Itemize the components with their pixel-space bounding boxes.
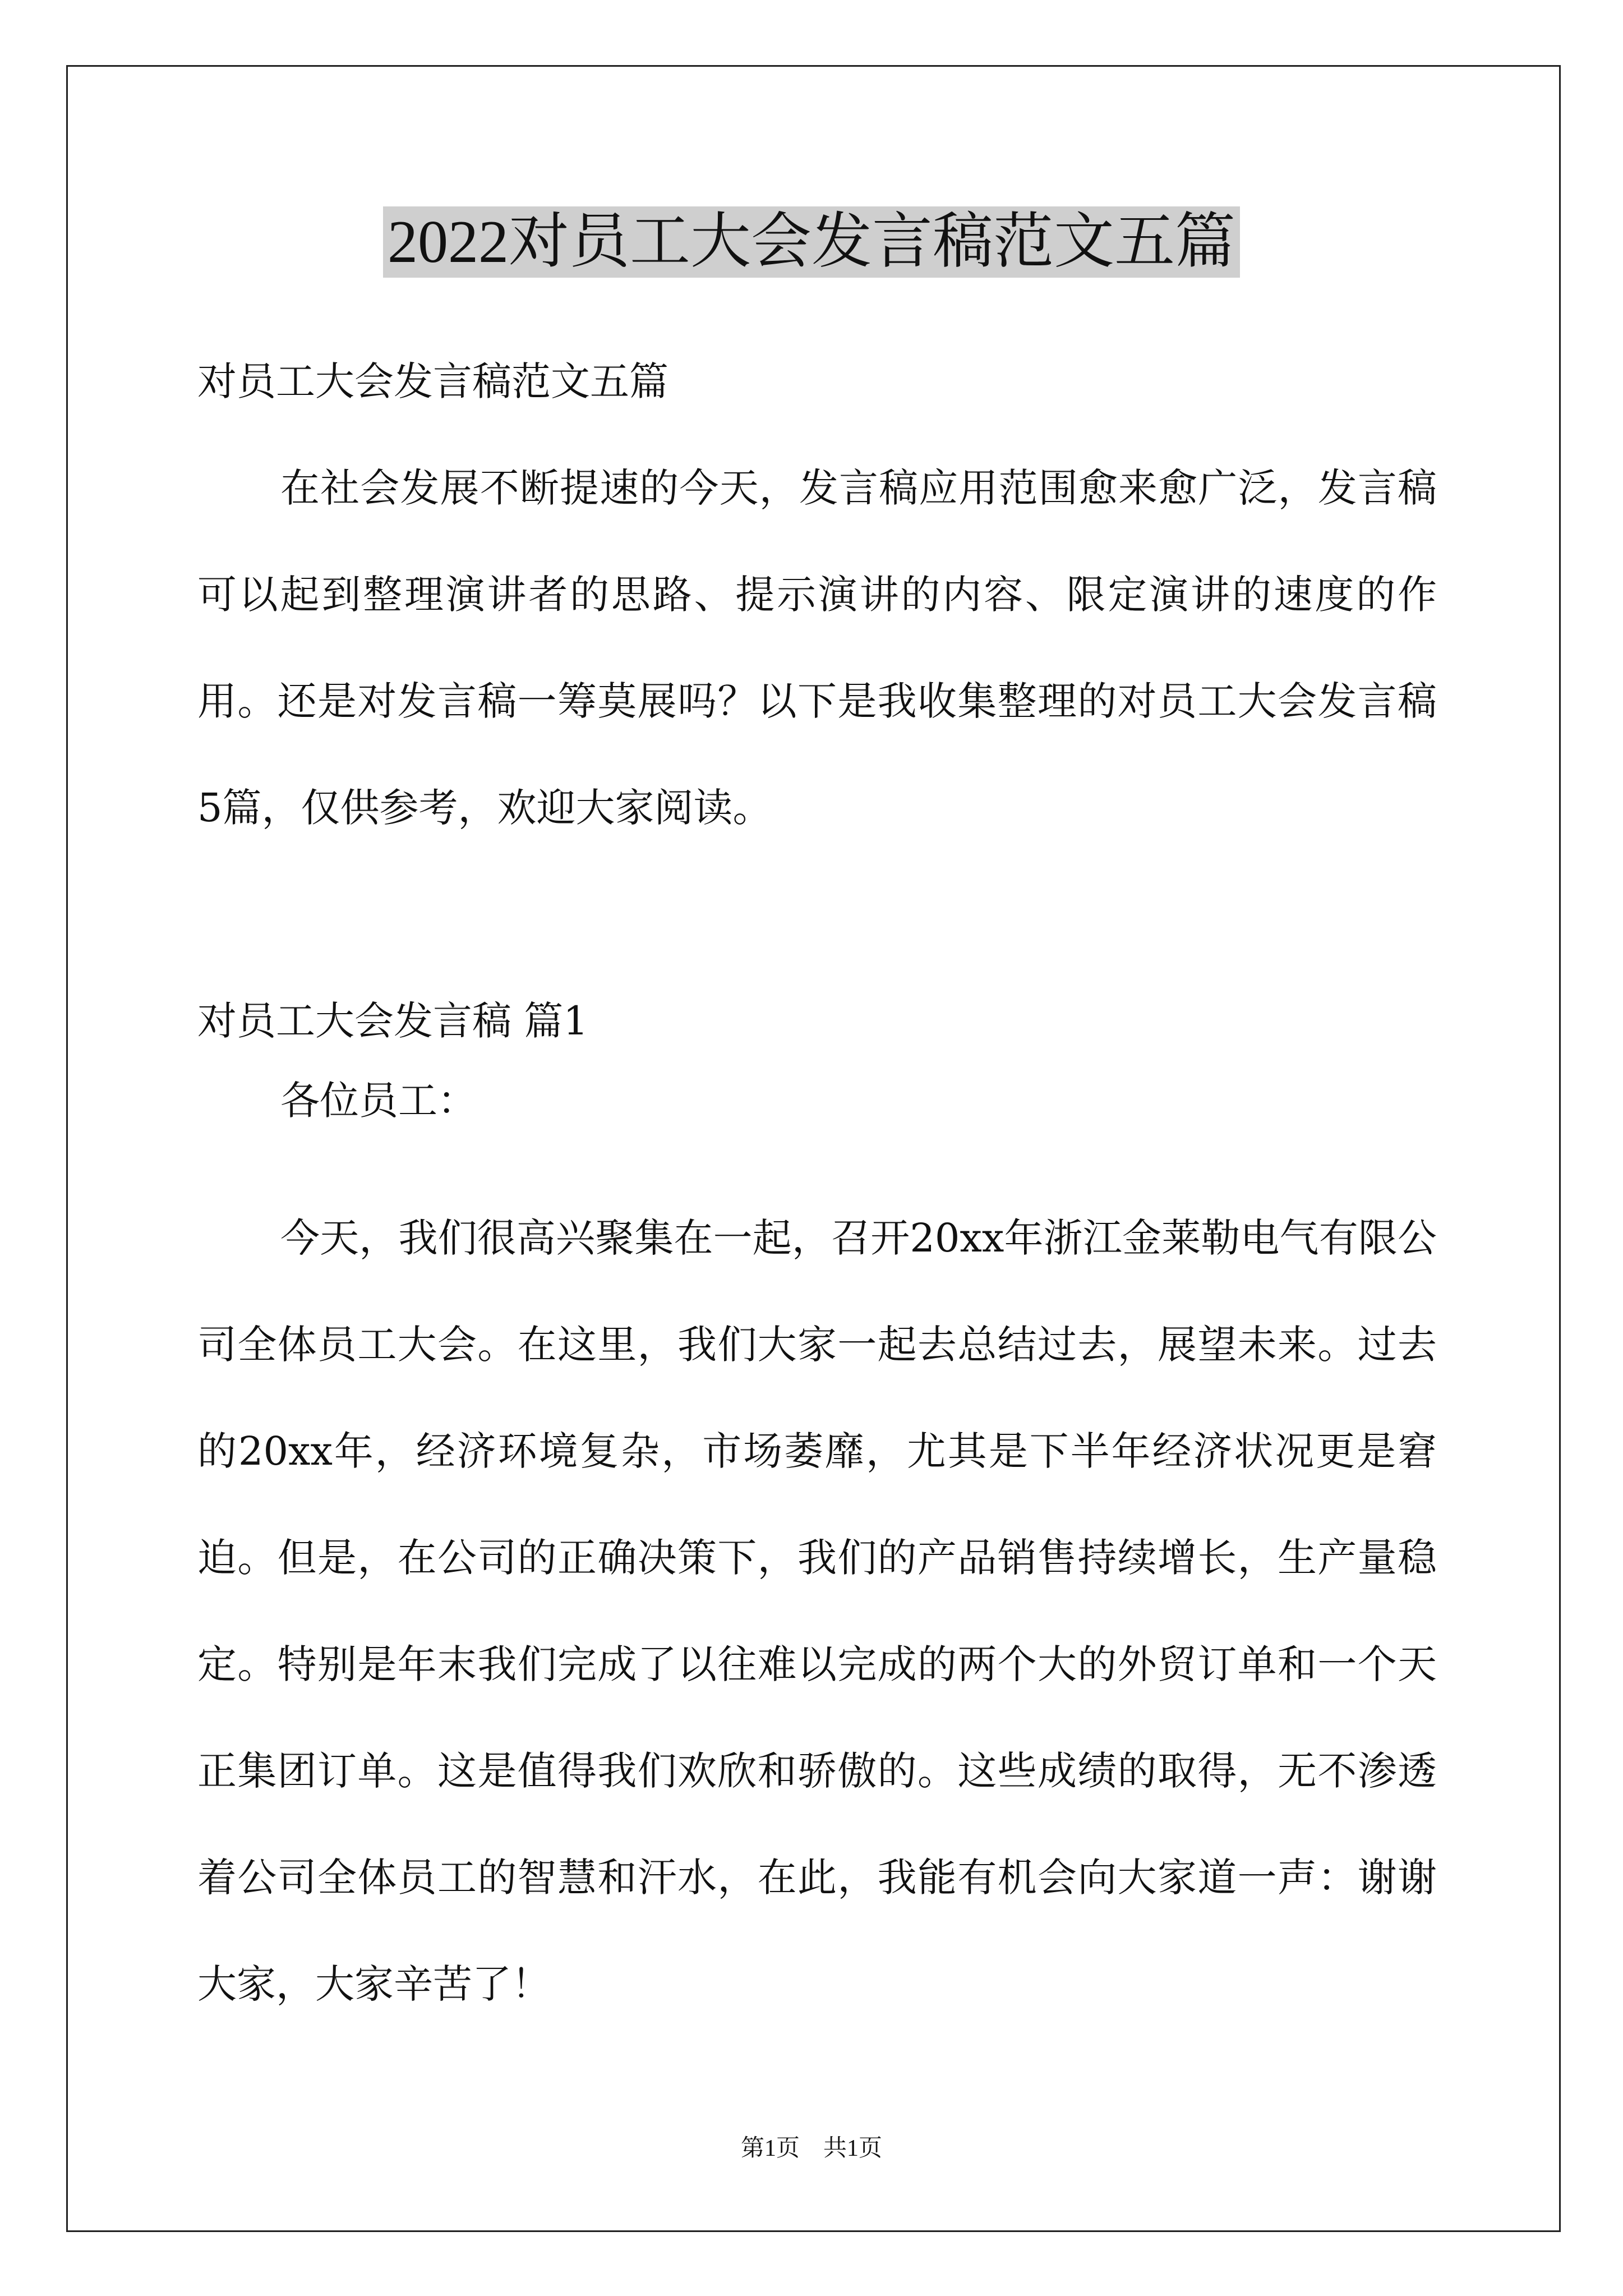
section-heading: 对员工大会发言稿 篇1 bbox=[197, 998, 588, 1044]
body-paragraph: 今天，我们很高兴聚集在一起，召开20xx年浙江金莱勒电气有限公司全体员工大会。在这里，我们大家一起去总结过去，展望未来。过去的20xx年，经济环境复杂，市场萎靡，尤其是下半年经济状况更是窘迫。但是，在公司的正确决策下，我们的产品销售持续增长，生产量稳定。特别是年末我们完成了以往难以完成的两个大的外贸订单和一个天正集团订单。这是值得我们欢欣和骄傲的。这些成绩的取得，无不渗透着公司全体员工的智慧和汗水，在此，我能有机会向大家道一声：谢谢大家，大家辛苦了！ bbox=[197, 1215, 1437, 2007]
greeting: 各位员工： bbox=[280, 1078, 477, 1124]
document-title-text: 2022对员工大会发言稿范文五篇 bbox=[383, 206, 1240, 278]
document-subtitle: 对员工大会发言稿范文五篇 bbox=[197, 358, 668, 404]
page-footer: 第1页 共1页 bbox=[740, 2136, 882, 2161]
intro-paragraph: 在社会发展不断提速的今天，发言稿应用范围愈来愈广泛，发言稿可以起到整理演讲者的思路、提示演讲的内容、限定演讲的速度的作用。还是对发言稿一筹莫展吗？以下是我收集整理的对员工大会发言稿5篇，仅供参考，欢迎大家阅读。 bbox=[197, 465, 1437, 831]
document-title bbox=[0, 203, 1623, 282]
